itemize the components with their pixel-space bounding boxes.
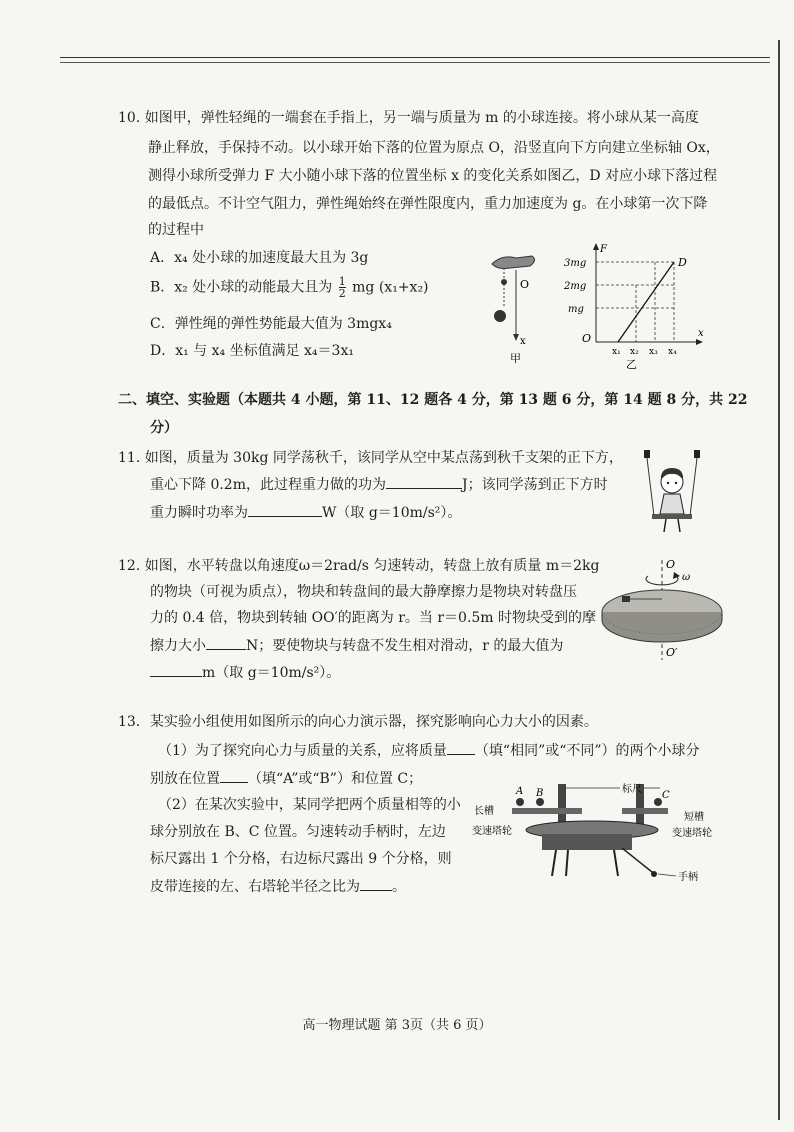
q13-blank-ratio[interactable] (360, 876, 392, 891)
fig-jia-label: 甲 (510, 352, 521, 364)
girl-dress (660, 494, 684, 514)
q11-blank-power[interactable] (248, 502, 322, 517)
q12-line3: 力的 0.4 倍，物块到转轴 OO′的距离为 r。当 r＝0.5m 时物块受到的摩 (150, 610, 597, 626)
swing-post-left (644, 450, 650, 458)
top-rule-thin (60, 62, 770, 63)
q10-line2: 静止释放，手保持不动。以小球开始下落的位置为原点 O，沿竖直向下方向建立坐标轴 Ox， (148, 140, 720, 156)
page-edge (778, 40, 780, 1120)
graph-ytick-2mg: 2mg (564, 281, 587, 292)
stand-legs (552, 850, 618, 876)
q13-line4: （2）在某次实验中，某同学把两个质量相等的小 (158, 797, 461, 813)
q12-line2: 的物块（可视为质点），物块和转盘间的最大静摩擦力是物块对转盘压 (150, 584, 577, 600)
q13-line2: （1）为了探究向心力与质量的关系，应将质量 （填“相同”或“不同”）的两个小球分 (158, 740, 700, 761)
graph-ytick-3mg: 3mg (564, 258, 587, 269)
label-bianshu-right: 变速塔轮 (672, 828, 712, 839)
ball-position-B (536, 798, 544, 806)
origin-dot (501, 279, 507, 285)
q12-turntable-figure (598, 556, 728, 668)
graph-F: F (600, 244, 607, 255)
swing-seat (652, 514, 692, 519)
graph-xtick-x2: x₂ (630, 347, 639, 357)
fig-jia-O: O (520, 278, 530, 291)
crank-knob (651, 871, 657, 877)
turntable-O: O (666, 558, 676, 571)
q11-line3: 重力瞬时功率为 W（取 g＝10m/s²）。 (150, 502, 461, 523)
label-B: B (536, 788, 544, 799)
crank-leader (658, 874, 676, 876)
label-shoubing: 手柄 (678, 872, 698, 883)
q10-graph-yi (560, 242, 710, 370)
graph-xtick-x3: x₃ (649, 347, 658, 357)
graph-f-arrow (593, 243, 599, 250)
q10-option-d: D．x₁ 与 x₄ 坐标值满足 x₄＝3x₁ (150, 343, 354, 359)
girl-leg-left (664, 519, 666, 532)
graph-x: x (698, 328, 704, 339)
q10-line5: 的过程中 (148, 222, 204, 238)
long-slot (512, 808, 582, 814)
q12-line1: 12. 如图，水平转盘以角速度ω＝2rad/s 匀速转动，转盘上放有质量 m＝2kg (118, 558, 600, 574)
q12-blank-rmax[interactable] (150, 662, 202, 677)
q12-blank-friction[interactable] (206, 635, 246, 650)
top-rule (60, 57, 770, 58)
hand-shape (492, 256, 535, 269)
q10-figure-jia (480, 246, 560, 364)
crank-arm (622, 848, 652, 872)
section2-heading-line1: 二、填空、实验题（本题共 4 小题，第 11、12 题各 4 分，第 13 题 6 分，第 14 题 8 分，共 22 (118, 392, 748, 408)
q10-option-a: A．x₄ 处小球的加速度最大且为 3g (150, 250, 369, 266)
swing-rope-left (647, 458, 654, 516)
graph-x-arrow (696, 339, 703, 345)
q10-line3: 测得小球所受弹力 F 大小随小球下落的位置坐标 x 的变化关系如图乙，D 对应小球下落过程 (148, 168, 718, 184)
q13-blank-position[interactable] (220, 768, 248, 783)
q12-line5: m（取 g＝10m/s²）。 (150, 662, 340, 683)
q13-line6: 标尺露出 1 个分格，右边标尺露出 9 个分格，则 (150, 851, 452, 867)
swing-post-right (694, 450, 700, 458)
q13-line3: 别放在位置 （填“A”或“B”）和位置 C； (150, 768, 422, 789)
block (622, 596, 630, 602)
q10-option-b: B．x₂ 处小球的动能最大且为 $\frac{1}{2}$ mg (x₁+x₂) (150, 275, 429, 300)
graph-ytick-mg: mg (568, 304, 584, 315)
graph-xtick-x4: x₄ (668, 347, 677, 357)
label-changcao: 长槽 (474, 806, 494, 817)
q11-swing-figure (640, 446, 706, 536)
q13-line7: 皮带连接的左、右塔轮半径之比为 。 (150, 876, 406, 897)
page-footer: 高一物理试题 第 3页（共 6 页） (302, 1018, 492, 1033)
q13-line1: 13．某实验小组使用如图所示的向心力演示器，探究影响向心力大小的因素。 (118, 714, 598, 730)
graph-xtick-x1: x₁ (612, 347, 621, 357)
girl-eye-left (667, 482, 669, 484)
q13-line5: 球分别放在 B、C 位置。匀速转动手柄时，左边 (150, 824, 446, 840)
graph-D: D (678, 256, 687, 269)
label-duancao: 短槽 (684, 812, 704, 823)
short-slot (622, 808, 668, 814)
girl-leg-right (678, 519, 680, 532)
q11-blank-work[interactable] (386, 474, 462, 489)
ball (494, 310, 506, 322)
graph-label: 乙 (626, 358, 637, 370)
q11-line1: 11. 如图，质量为 30kg 同学荡秋千，该同学从空中某点荡到秋千支架的正下方， (118, 450, 623, 466)
turntable-O-prime: O′ (666, 646, 678, 659)
graph-force-line (618, 262, 674, 342)
turntable-side (602, 612, 722, 642)
belt-housing (542, 834, 632, 850)
swing-rope-right (690, 458, 697, 516)
q10-line1: 10. 如图甲，弹性轻绳的一端套在手指上，另一端与质量为 m 的小球连接。将小球从某一高度 (118, 110, 699, 126)
q10-option-c: C．弹性绳的弹性势能最大值为 3mgx₄ (150, 316, 392, 332)
label-biaochi: 标尺 (622, 784, 642, 795)
ball-position-C (654, 798, 662, 806)
ball-position-A (516, 798, 524, 806)
q10-line4: 的最低点。不计空气阻力，弹性绳始终在弹性限度内，重力加速度为 g。在小球第一次下降 (148, 196, 708, 212)
q13-apparatus-figure (472, 772, 722, 884)
q11-line2: 重心下降 0.2m，此过程重力做的功为 J；该同学荡到正下方时 (150, 474, 608, 495)
q12-line4: 擦力大小 N；要使物块与转盘不发生相对滑动，r 的最大值为 (150, 635, 563, 656)
x-axis-arrow (513, 334, 519, 341)
graph-O: O (582, 332, 592, 345)
section2-heading-line2: 分） (150, 420, 178, 436)
turntable-omega: ω (682, 572, 691, 583)
label-C: C (662, 790, 670, 801)
q13-blank-mass[interactable] (447, 740, 475, 755)
label-A: A (516, 786, 524, 797)
omega-arrow (673, 572, 680, 579)
label-bianshu-left: 变速塔轮 (472, 826, 512, 837)
fig-jia-x: x (520, 336, 526, 347)
girl-eye-right (675, 482, 677, 484)
